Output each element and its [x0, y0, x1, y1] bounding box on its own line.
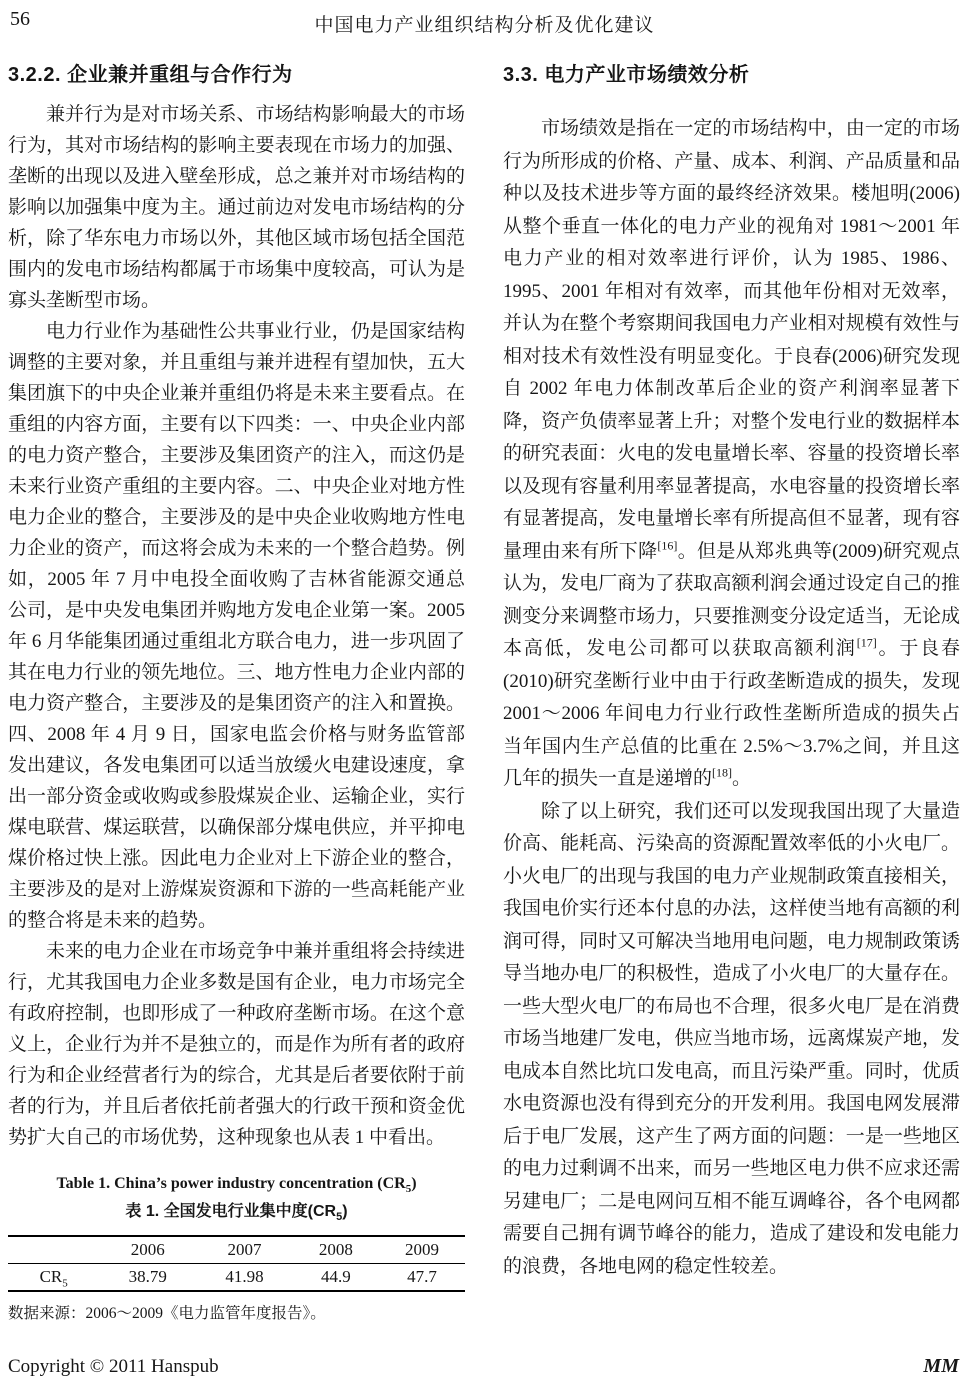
table-cell: 38.79 — [128, 1267, 167, 1286]
right-column — [503, 58, 960, 1323]
right-paragraphs — [503, 113, 960, 1283]
table-header-row — [8, 1236, 465, 1264]
left-column — [8, 58, 465, 1323]
table-source-note: 数据来源：2006～2009《电力监管年度报告》。 — [8, 1305, 326, 1322]
left-paragraphs — [8, 99, 465, 1153]
table-caption-en: Table 1. China’s power industry concentration $(CR_5)$ — [56, 1175, 417, 1196]
journal-page-mark: MM — [923, 1355, 959, 1377]
copyright-notice: Copyright © 2011 Hanspub — [8, 1356, 219, 1377]
paragraph: 除了以上研究，我们还可以发现我国出现了大量造价高、能耗高、污染高的资源配置效率低的小火电厂。小火电厂的出现与我国的电力产业规制政策直接相关，我国电价实行还本付息的办法，这样使当地有高额的利润可得，同时又可解决当地用电问题，电力规制政策诱导当地办电厂的积极性，造成了小火电厂的大量存在。一些大型火电厂的布局也不合理，很多火电厂是在消费市场当地建厂发电，供应当地市场，远离煤炭产地，发电成本自然比坑口发电高，而且污染严重。同时，优质水电资源也没有得到充分的开发利用。我国电网发展滞后于电厂发展，这产生了两方面的问题：一是一些地区的电力过剩调不出来，而另一些地区电力供不应求还需另建电厂；二是电网问互相不能互调峰谷，各个电网都需要自己拥有调节峰谷的能力，造成了建设和发电能力的浪费，各地电网的稳定性较差。 — [503, 800, 960, 1277]
table-cell: $CR_5$ — [39, 1267, 68, 1290]
concentration-table — [8, 1235, 465, 1292]
paragraph: 市场绩效是指在一定的市场结构中，由一定的市场行为所形成的价格、产量、成本、利润、产品质量和品种以及技术进步等方面的最终经济效果。楼旭明(2006)从整个垂直一体化的电力产业的视角对 1981～2001 年电力产业的相对效率进行评价，认为 1985、1986、1995、2001 年相对有效率，而其他年份相对无效率，并认为在整个考察期间我国电力产业相对规模有效性与相对技术有效性没有明显变化。于良春(2006)研究发现自 2002 年电力体制改革后企业的资产利润率显著下降，资产负债率显著上升；对整个发电行业的数据样本的研究表面：火电的发电量增长率、容量的投资增长率以及现有容量利用率显著提高，水电容量的投资增长率有显著提高，发电量增长率有所提高但不显著，现有容量理由来有所下降[16]。但是从郑兆典等(2009)研究观点认为，发电厂商为了获取高额利润会通过设定自己的推测变分来调整市场力，只要推测变分设定适当，无论成本高低，发电公司都可以获取高额利润[17]。于良春(2010)研究垄断行业中由于行政垄断造成的损失，发现 2001～2006 年间电力行业行政性垄断所造成的损失占当年国内生产总值的比重在 2.5%～3.7%之间，并且这几年的损失一直是递增的[18]。 — [503, 118, 960, 789]
paragraph: 兼并行为是对市场关系、市场结构影响最大的市场行为，其对市场结构的影响主要表现在市场力的加强、垄断的出现以及进入壁垒形成，总之兼并对市场结构的影响以加强集中度为主。通过前边对发电市场结构的分析，除了华东电力市场以外，其他区域市场包括全国范围内的发电市场结构都属于市场集中度较高，可认为是寡头垄断型市场。 — [8, 104, 465, 311]
table-column-header: 2009 — [404, 1240, 439, 1259]
table-row — [8, 1264, 465, 1292]
paragraph: 电力行业作为基础性公共事业行业，仍是国家结构调整的主要对象，并且重组与兼并进程有望加快，五大集团旗下的中央企业兼并重组仍将是未来主要看点。在重组的内容方面，主要有以下四类：一、中央企业内部的电力资产整合，主要涉及集团资产的注入，而这仍是未来行业资产重组的主要内容。二、中央企业对地方性电力企业的整合，主要涉及的是中央企业收购地方性电力企业的资产，而这将会成为未来的一个整合趋势。例如，2005 年 7 月中电投全面收购了吉林省能源交通总公司，是中央发电集团并购地方发电企业第一案。2005 年 6 月华能集团通过重组北方联合电力，进一步巩固了其在电力行业的领先地位。三、地方性电力企业内部的电力资产整合，主要涉及的是集团资产的注入和置换。四、2008 年 4 月 9 日，国家电监会价格与财务监管部发出建议，各发电集团可以适当放缓火电建设速度，拿出一部分资金或收购或参股煤炭企业、运输企业，实行煤电联营、煤运联营，以确保部分煤电供应，并平抑电煤价格过快上涨。因此电力企业对上下游企业的整合，主要涉及的是对上游煤炭资源和下游的一些高耗能产业的整合将是未来的趋势。 — [8, 321, 465, 931]
table-caption-zh: 表 1. 全国发电行业集中度$(CR_5)$ — [125, 1203, 348, 1224]
table-column-header: 2007 — [227, 1240, 262, 1259]
page-footer — [8, 1355, 959, 1378]
doc-title: 中国电力产业组织结构分析及优化建议 — [314, 15, 655, 36]
paragraph: 未来的电力企业在市场竞争中兼并重组将会持续进行，尤其我国电力企业多数是国有企业，电力市场完全有政府控制，也即形成了一种政府垄断市场。在这个意义上，企业行为并不是独立的，而是作为所有者的政府行为和企业经营者行为的综合，尤其是后者要依附于前者的行为，并且后者依托前者强大的行政干预和资金优势扩大自己的市场优势，这种现象也从表 1 中看出。 — [8, 941, 465, 1148]
section-heading-33: 3.3. 电力产业市场绩效分析 — [503, 64, 750, 86]
page-number: 56 — [10, 8, 30, 30]
table-cell: 44.9 — [321, 1267, 351, 1286]
table-column-header: 2006 — [130, 1240, 165, 1259]
section-heading-322: 3.2.2. 企业兼并重组与合作行为 — [8, 64, 293, 86]
table-block — [8, 1175, 465, 1323]
table-column-header — [8, 1236, 99, 1264]
page-header — [10, 8, 959, 40]
table-cell: 41.98 — [225, 1267, 264, 1286]
two-column-body — [8, 58, 960, 1323]
table-column-header: 2008 — [318, 1240, 353, 1259]
table-cell: 47.7 — [407, 1267, 437, 1286]
